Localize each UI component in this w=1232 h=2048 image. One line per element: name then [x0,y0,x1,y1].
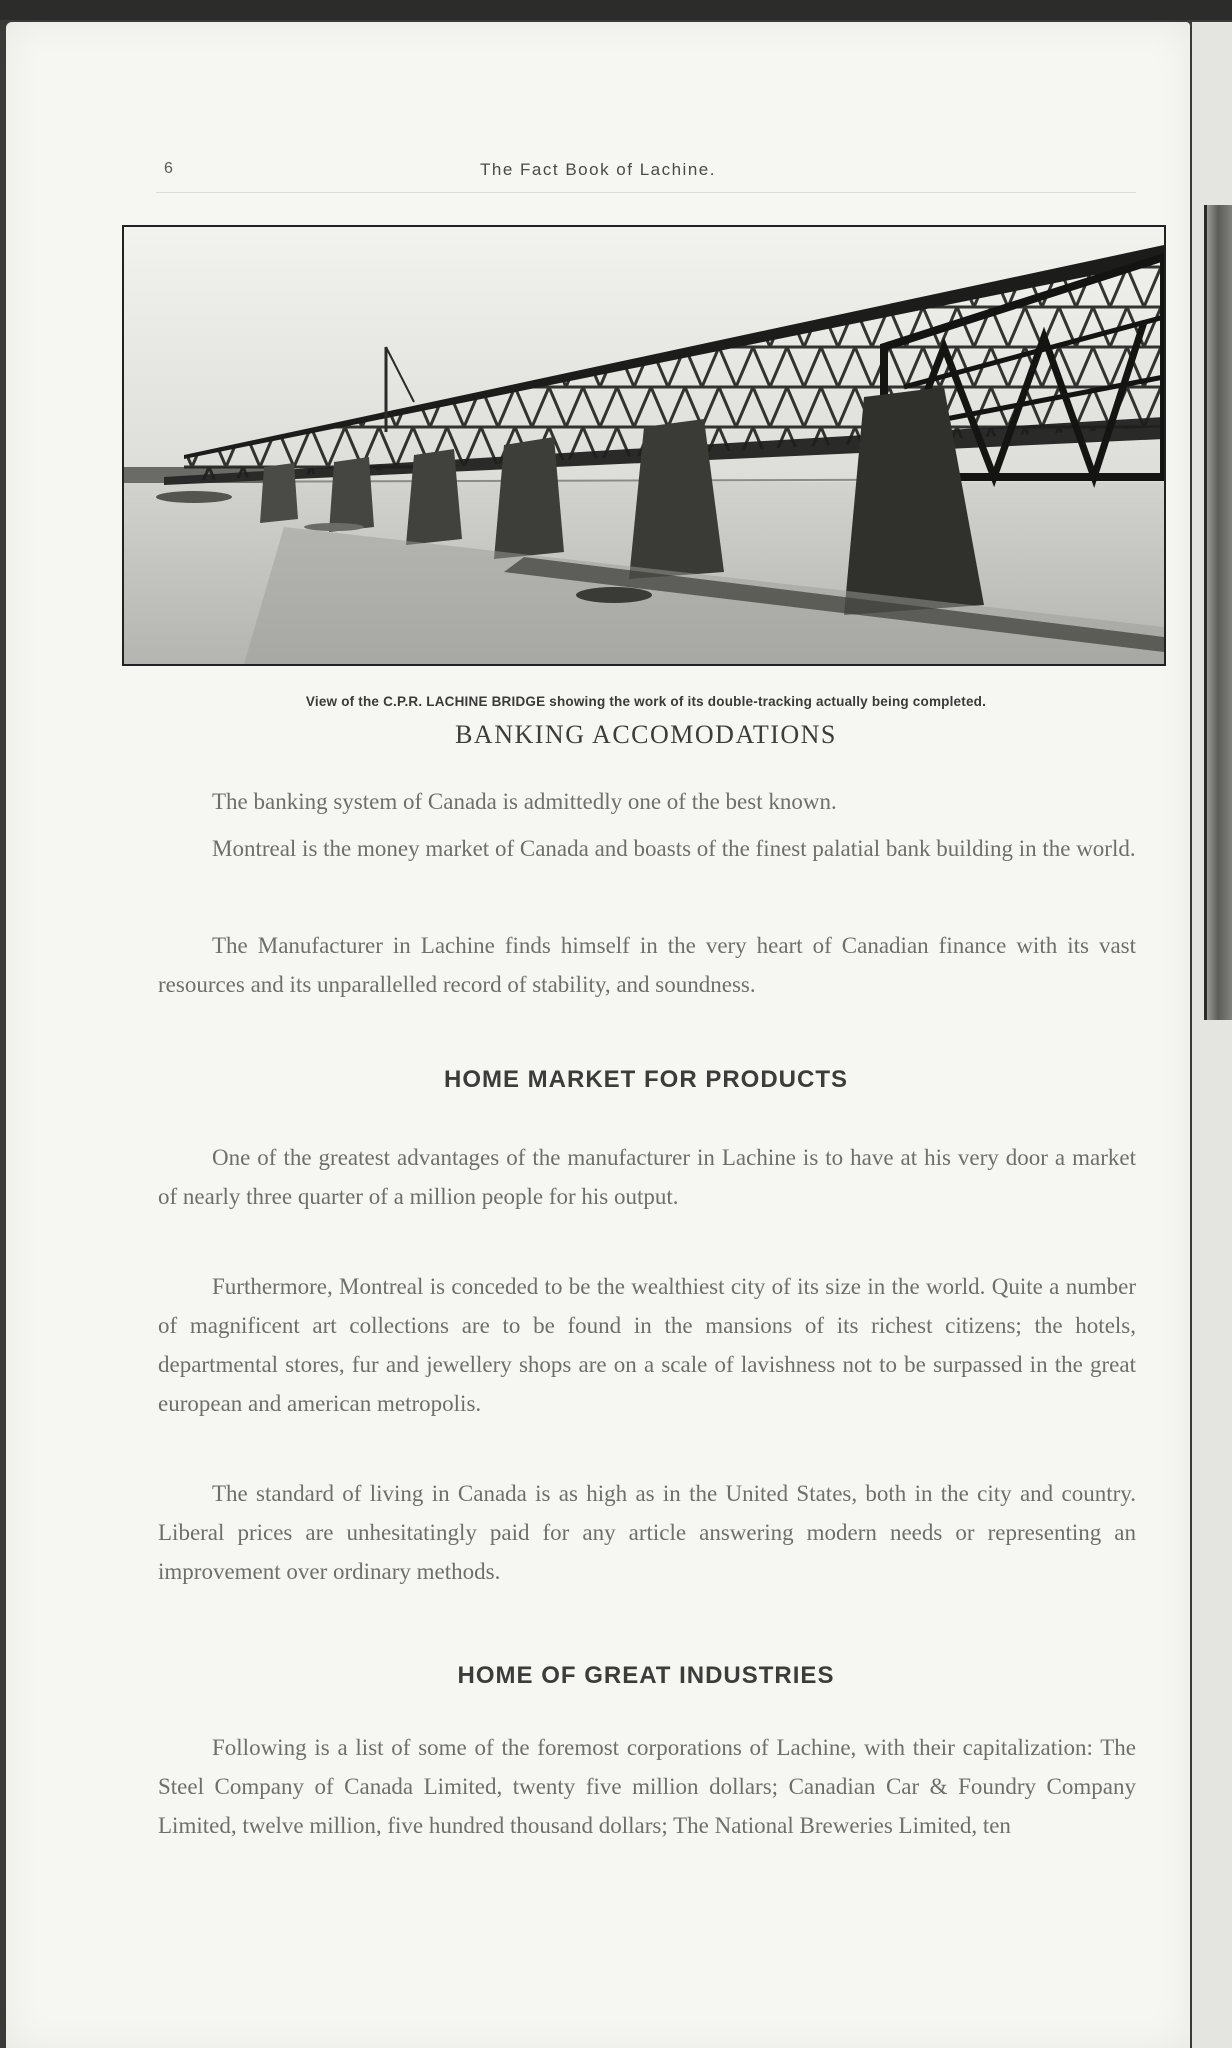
heading-home-market: HOME MARKET FOR PRODUCTS [444,1066,848,1093]
running-head [6,160,1190,190]
paragraph: Following is a list of some of the foremost corporations of Lachine, with their capitalization: The Steel Company of Canada Limited, twenty five million dollars; Canadian Car & Foundry Company Limited, twelve million, five hundred thousand dollars; The National Breweries Limited, ten [158,1735,1136,1838]
paragraph: Montreal is the money market of Canada and boasts of the finest palatial bank building in the world. [212,836,1136,861]
heading-great-industries: HOME OF GREAT INDUSTRIES [457,1662,835,1689]
paragraph: Furthermore, Montreal is conceded to be the wealthiest city of its size in the world. Quite a number of magnificent art collections are to be found in the mansions of its richest citizens; the hotels, departmental stores, fur and jewellery shops are on a scale of lavishness not to be surpassed in the great european and american metropolis. [158,1274,1136,1416]
photo-caption: View of the C.P.R. LACHINE BRIDGE showing the work of its double-tracking actually being completed. [305,694,987,709]
bridge-photo [122,225,1166,666]
header-rule [156,192,1136,193]
paragraph: The banking system of Canada is admittedly one of the best known. [212,789,837,814]
paragraph: The standard of living in Canada is as high as in the United States, both in the city and country. Liberal prices are unhesitatingly paid for any article answering modern needs or representing an improvement over ordinary methods. [158,1481,1136,1584]
page-number: 6 [164,160,173,177]
book-title: The Fact Book of Lachine. [480,160,716,179]
scan-background [0,0,1232,20]
paragraph: One of the greatest advantages of the manufacturer in Lachine is to have at his very door a market of nearly three quarter of a million people for his output. [158,1145,1136,1209]
adjacent-page-photo [1204,205,1232,1020]
heading-banking: BANKING ACCOMODATIONS [455,720,837,749]
paragraph: The Manufacturer in Lachine finds himself in the very heart of Canadian finance with its vast resources and its unparallelled record of stability, and soundness. [158,933,1136,997]
document-page [6,22,1190,2048]
